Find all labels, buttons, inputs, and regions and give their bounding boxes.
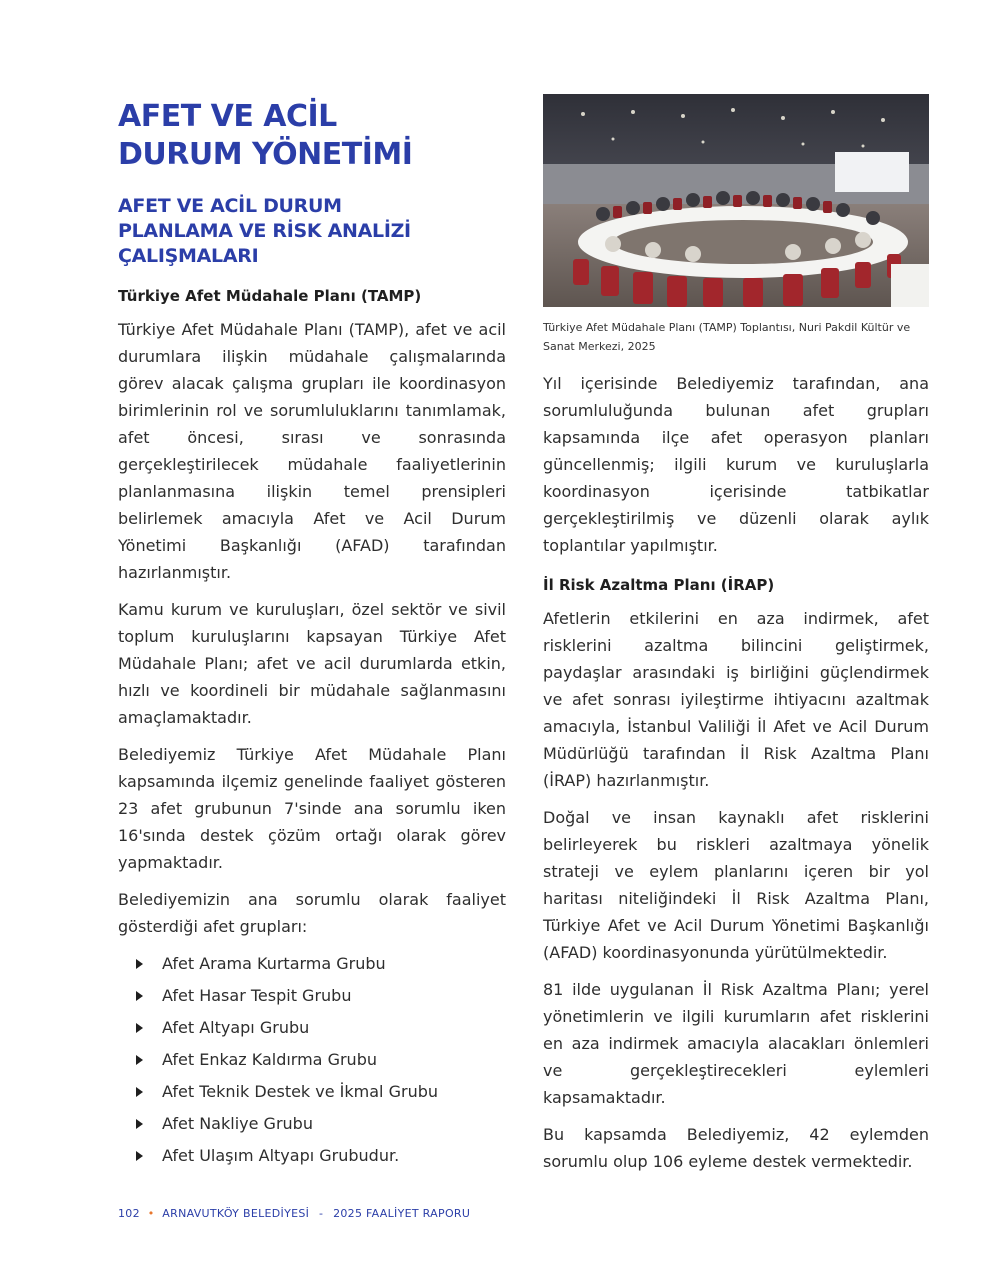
tamp-heading: Türkiye Afet Müdahale Planı (TAMP)	[118, 287, 422, 305]
section-title	[118, 194, 506, 269]
section-title-line: AFET VE ACİL DURUM	[118, 195, 342, 217]
list-item-label: Afet Teknik Destek ve İkmal Grubu	[162, 1082, 438, 1101]
page-title-line: AFET VE ACİL	[118, 99, 337, 134]
paragraph: Yıl içerisinde Belediyemiz tarafından, ana sorumluluğunda bulunan afet grupları kapsamında ilçe afet operasyon planları güncellenmiş; ilgili kurum ve kuruluşlarla koordinasyon içerisinde tatbikatlar gerçekleştirilmiş ve düzenli olarak aylık toplantılar yapılmıştır.	[543, 374, 929, 555]
triangle-bullet-icon	[136, 1119, 143, 1129]
page-number: 102	[118, 1207, 140, 1220]
list-item	[118, 1012, 506, 1044]
list-item	[118, 1044, 506, 1076]
paragraph: Türkiye Afet Müdahale Planı (TAMP), afet ve acil durumlara ilişkin müdahale çalışmalarında görev alacak çalışma grupları ile koordinasyon birimlerinin rol ve sorumluluklarını tanımlamak, afet öncesi, sırası ve sonrasında gerçekleştirilecek müdahale faaliyetlerinin planlanmasına ilişkin temel prensipleri belirlemek amacıyla Afet ve Acil Durum Yönetimi Başkanlığı (AFAD) tarafından hazırlanmıştır.	[118, 320, 506, 582]
list-item-label: Afet Ulaşım Altyapı Grubudur.	[162, 1146, 400, 1165]
paragraph: Bu kapsamda Belediyemiz, 42 eylemden sorumlu olup 106 eyleme destek vermektedir.	[543, 1125, 929, 1171]
paragraph: Kamu kurum ve kuruluşları, özel sektör ve sivil toplum kuruluşlarını kapsayan Türkiye Afet Müdahale Planı; afet ve acil durumlarda etkin, hızlı ve koordineli bir müdahale sağlanmasını amaçlamaktadır.	[118, 600, 506, 727]
list-item-label: Afet Altyapı Grubu	[162, 1018, 310, 1037]
left-column	[118, 98, 506, 1172]
footer-separator: -	[318, 1207, 324, 1220]
photo-caption: Türkiye Afet Müdahale Planı (TAMP) Toplantısı, Nuri Pakdil Kültür ve Sanat Merkezi, 2025	[543, 321, 911, 353]
paragraph: Afetlerin etkilerini en aza indirmek, afet risklerini azaltma bilincini geliştirmek, paydaşlar arasındaki iş birliğini güçlendirmek ve afet sonrası iyileştirme ihtiyacını azaltmak amacıyla, İstanbul Valiliği İl Afet ve Acil Durum Müdürlüğü tarafından İl Risk Azaltma Planı (İRAP) hazırlanmıştır.	[543, 609, 929, 790]
list-item-label: Afet Nakliye Grubu	[162, 1114, 313, 1133]
list-item	[118, 948, 506, 980]
disaster-group-list	[118, 948, 506, 1172]
list-item-label: Afet Enkaz Kaldırma Grubu	[162, 1050, 377, 1069]
page-title	[118, 98, 506, 174]
list-item	[118, 1140, 506, 1172]
page-footer	[118, 1207, 470, 1220]
paragraph: Belediyemiz Türkiye Afet Müdahale Planı kapsamında ilçemiz genelinde faaliyet gösteren 23 afet grubunun 7'sinde ana sorumlu iken 16'sında destek çözüm ortağı olarak görev yapmaktadır.	[118, 745, 506, 872]
list-item-label: Afet Arama Kurtarma Grubu	[162, 954, 386, 973]
triangle-bullet-icon	[136, 1055, 143, 1065]
list-item	[118, 1108, 506, 1140]
paragraph: Doğal ve insan kaynaklı afet risklerini belirleyerek bu riskleri azaltmaya yönelik strateji ve eylem planlarını içeren bir yol haritası niteliğindeki İl Risk Azaltma Planı, Türkiye Afet ve Acil Durum Yönetimi Başkanlığı (AFAD) koordinasyonunda yürütülmektedir.	[543, 808, 929, 962]
list-item	[118, 1076, 506, 1108]
page-title-line: DURUM YÖNETİMİ	[118, 137, 413, 172]
paragraph: 81 ilde uygulanan İl Risk Azaltma Planı; yerel yönetimlerin ve ilgili kurumların afet risklerini en aza indirmek amacıyla alacakları önlemleri ve gerçekleştirecekleri eylemleri kapsamaktadır.	[543, 980, 929, 1107]
triangle-bullet-icon	[136, 1023, 143, 1033]
section-title-line: PLANLAMA VE RİSK ANALİZİ	[118, 220, 411, 242]
list-item	[118, 980, 506, 1012]
irap-heading: İl Risk Azaltma Planı (İRAP)	[543, 576, 775, 594]
footer-dot-icon: •	[147, 1207, 155, 1220]
triangle-bullet-icon	[136, 991, 143, 1001]
meeting-photo	[543, 94, 929, 307]
footer-report: 2025 FAALİYET RAPORU	[333, 1207, 471, 1220]
section-title-line: ÇALIŞMALARI	[118, 245, 259, 267]
triangle-bullet-icon	[136, 1151, 143, 1161]
paragraph: Belediyemizin ana sorumlu olarak faaliyet gösterdiği afet grupları:	[118, 890, 506, 936]
triangle-bullet-icon	[136, 1087, 143, 1097]
footer-org: ARNAVUTKÖY BELEDİYESİ	[162, 1207, 310, 1220]
list-item-label: Afet Hasar Tespit Grubu	[162, 986, 352, 1005]
triangle-bullet-icon	[136, 959, 143, 969]
right-column	[543, 94, 929, 1175]
